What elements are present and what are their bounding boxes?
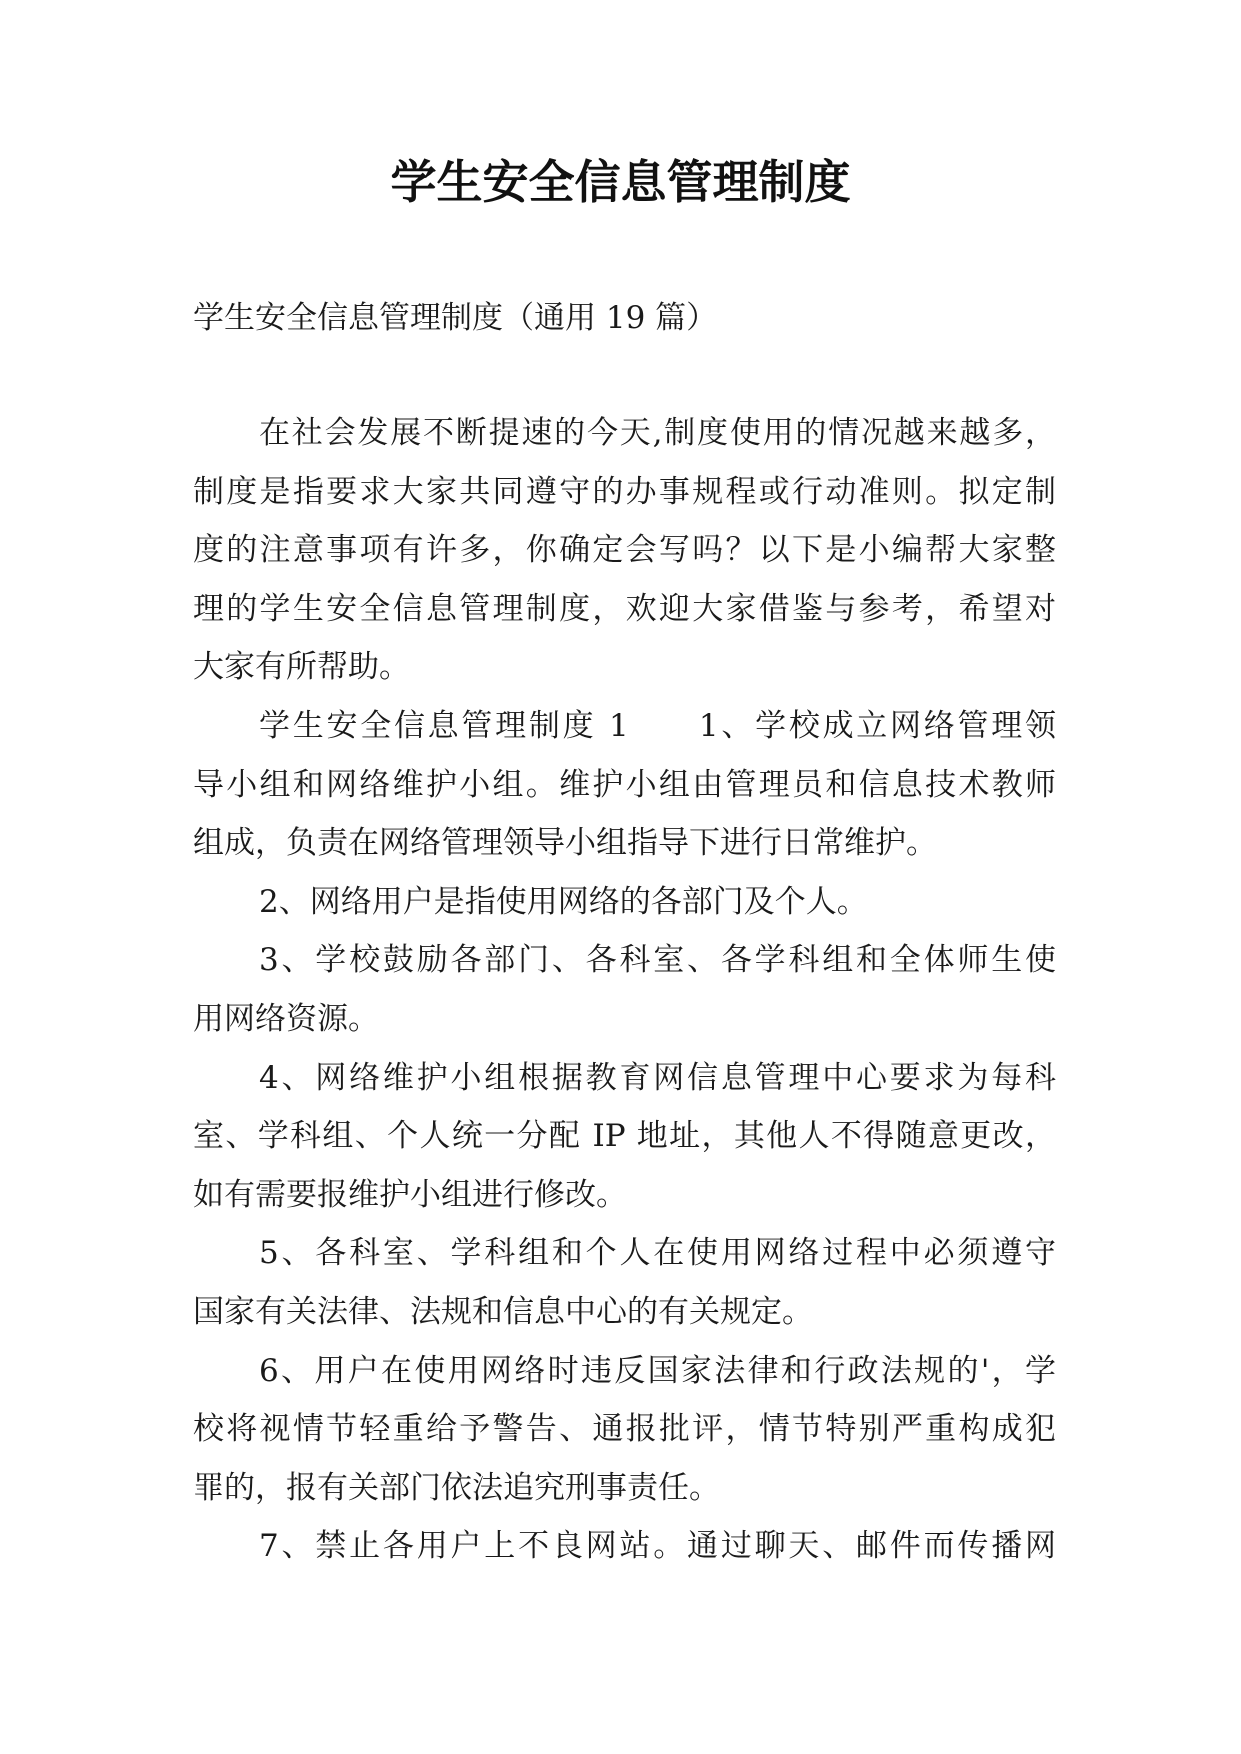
paragraph-item-6 — [193, 1342, 1056, 1518]
paragraph-item-3 — [193, 931, 1056, 1048]
paragraph-item-5 — [193, 1224, 1056, 1341]
text-line: 3、学校鼓励各部门、各科室、各学科组和全体师生使 — [259, 942, 1056, 979]
text-line: 理的学生安全信息管理制度，欢迎大家借鉴与参考，希望对 — [193, 590, 1056, 627]
document-subtitle: 学生安全信息管理制度（通用 19 篇） — [193, 300, 718, 336]
text-line: 5、各科室、学科组和个人在使用网络过程中必须遵守 — [259, 1235, 1056, 1272]
text-line: 室、学科组、个人统一分配 IP 地址，其他人不得随意更改， — [193, 1118, 1056, 1155]
text-line: 用网络资源。 — [193, 1000, 379, 1037]
text-line: 校将视情节轻重给予警告、通报批评，情节特别严重构成犯 — [193, 1411, 1056, 1448]
text-line: 在社会发展不断提速的今天,制度使用的情况越来越多， — [259, 415, 1056, 451]
page-title: 学生安全信息管理制度 — [390, 157, 851, 208]
text-line: 国家有关法律、法规和信息中心的有关规定。 — [193, 1293, 813, 1330]
text-line: 学生安全信息管理制度 1 1、学校成立网络管理领 — [259, 707, 1056, 744]
paragraph-item-7 — [193, 1517, 1056, 1576]
paragraph-item-1 — [193, 697, 1056, 873]
paragraph-item-2 — [193, 873, 1056, 932]
text-line: 罪的，报有关部门依法追究刑事责任。 — [193, 1469, 720, 1506]
text-line: 大家有所帮助。 — [193, 649, 410, 686]
document-body — [193, 404, 1056, 1576]
text-line: 度的注意事项有许多，你确定会写吗？以下是小编帮大家整 — [193, 532, 1056, 569]
text-line: 组成，负责在网络管理领导小组指导下进行日常维护。 — [193, 825, 937, 862]
text-line: 如有需要报维护小组进行修改。 — [193, 1176, 627, 1213]
paragraph-intro — [193, 404, 1056, 697]
text-line: 4、网络维护小组根据教育网信息管理中心要求为每科 — [259, 1059, 1056, 1096]
text-line: 6、用户在使用网络时违反国家法律和行政法规的'，学 — [259, 1352, 1056, 1389]
text-line: 2、网络用户是指使用网络的各部门及个人。 — [259, 883, 868, 920]
text-line: 制度是指要求大家共同遵守的办事规程或行动准则。拟定制 — [193, 473, 1056, 510]
text-line: 导小组和网络维护小组。维护小组由管理员和信息技术教师 — [193, 766, 1056, 803]
paragraph-item-4 — [193, 1049, 1056, 1225]
text-line: 7、禁止各用户上不良网站。通过聊天、邮件而传播网 — [259, 1528, 1056, 1565]
